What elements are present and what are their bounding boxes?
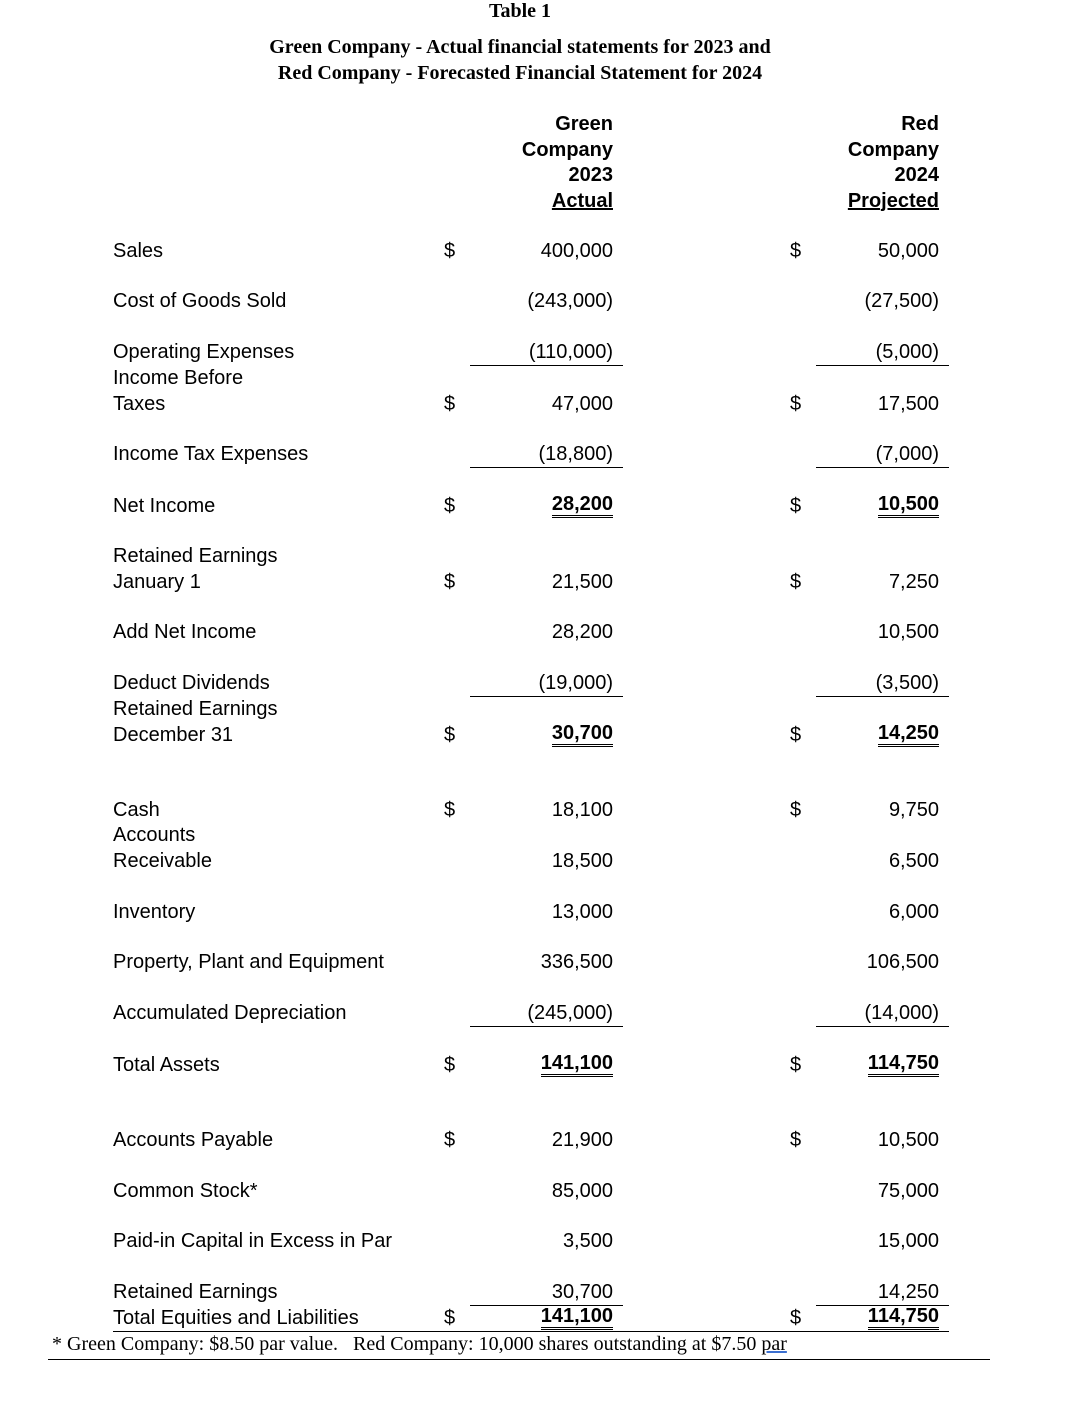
subtotal-rule [470, 1026, 623, 1027]
green-value: 21,500 [551, 571, 613, 593]
row-label: Taxes [113, 393, 166, 415]
subtotal-rule [816, 365, 949, 366]
red-value: 10,500 [877, 1129, 939, 1151]
row-label: Retained Earnings [113, 545, 278, 567]
dollar-sign-red: $ [790, 724, 802, 746]
dollar-sign-green: $ [444, 1129, 456, 1151]
row-label: Accounts [113, 824, 196, 846]
red-value: 6,000 [888, 901, 939, 923]
header-line: Company [847, 138, 939, 161]
red-value: 15,000 [877, 1230, 939, 1252]
red-value: 14,250 [878, 722, 939, 747]
green-value: 141,100 [541, 1305, 613, 1330]
green-value: (245,000) [527, 1002, 613, 1024]
green-value: (110,000) [528, 341, 613, 363]
header-line: Projected [847, 189, 939, 212]
red-value: (7,000) [875, 443, 939, 465]
subtotal-rule [816, 467, 949, 468]
green-value: 47,000 [551, 393, 613, 415]
dollar-sign-red: $ [790, 393, 802, 415]
row-label: Common Stock* [113, 1180, 258, 1202]
green-value: 18,500 [551, 850, 613, 872]
header-line: 2024 [894, 164, 939, 186]
green-value: 13,000 [551, 901, 613, 923]
subtitle-line-1: Green Company - Actual financial statements for 2023 and [269, 36, 771, 58]
green-value: (243,000) [527, 290, 613, 312]
subtotal-rule [470, 467, 623, 468]
row-label: Accumulated Depreciation [113, 1002, 347, 1024]
subtotal-rule [470, 365, 623, 366]
red-value: 14,250 [877, 1281, 939, 1303]
column-header-red [848, 112, 939, 214]
red-value: 106,500 [866, 951, 939, 973]
row-label: Retained Earnings [113, 1281, 278, 1303]
dollar-sign-green: $ [444, 1054, 456, 1076]
footnote-rule [48, 1359, 990, 1360]
table-title: Table 1 [488, 0, 552, 22]
row-label: Cash [113, 799, 160, 821]
dollar-sign-red: $ [790, 1307, 802, 1329]
row-label: Operating Expenses [113, 341, 295, 363]
dollar-sign-green: $ [444, 571, 456, 593]
dollar-sign-green: $ [444, 240, 456, 262]
red-value: (27,500) [864, 290, 939, 312]
red-value: 75,000 [877, 1180, 939, 1202]
table-bottom-rule [113, 1331, 949, 1332]
row-label: Total Assets [113, 1054, 220, 1076]
dollar-sign-green: $ [444, 393, 456, 415]
row-label: Income Before [113, 367, 244, 389]
subtotal-rule [470, 696, 623, 697]
dollar-sign-red: $ [790, 240, 802, 262]
green-value: 21,900 [551, 1129, 613, 1151]
row-label: Net Income [113, 495, 216, 517]
green-value: 30,700 [551, 1281, 613, 1303]
green-value: 336,500 [540, 951, 613, 973]
row-label: Paid-in Capital in Excess in Par [113, 1230, 393, 1252]
green-value: 400,000 [540, 240, 613, 262]
green-value: 30,700 [552, 722, 613, 747]
dollar-sign-green: $ [444, 1307, 456, 1329]
dollar-sign-green: $ [444, 495, 456, 517]
header-line: Red [901, 113, 939, 135]
dollar-sign-red: $ [790, 495, 802, 517]
red-value: 7,250 [888, 571, 939, 593]
row-label: January 1 [113, 571, 201, 593]
row-label: Retained Earnings [113, 698, 278, 720]
column-header-green [522, 112, 613, 214]
row-label: Accounts Payable [113, 1129, 274, 1151]
subtitle-line-2: Red Company - Forecasted Financial Statement for 2024 [277, 62, 763, 84]
green-value: 28,200 [551, 621, 613, 643]
row-label: December 31 [113, 724, 234, 746]
red-value: (14,000) [864, 1002, 939, 1024]
green-value: 3,500 [562, 1230, 613, 1252]
footnote-par: par [761, 1333, 787, 1355]
row-label: Property, Plant and Equipment [113, 951, 384, 973]
row-label: Inventory [113, 901, 196, 923]
red-value: (5,000) [875, 341, 939, 363]
red-value: 114,750 [868, 1305, 939, 1330]
row-label: Cost of Goods Sold [113, 290, 287, 312]
subtotal-rule [816, 1026, 949, 1027]
row-label: Add Net Income [113, 621, 257, 643]
header-line: Company [521, 138, 613, 161]
header-line: 2023 [568, 164, 613, 186]
dollar-sign-red: $ [790, 1129, 802, 1151]
dollar-sign-red: $ [790, 571, 802, 593]
red-value: 50,000 [877, 240, 939, 262]
green-value: 141,100 [541, 1052, 613, 1077]
green-value: (19,000) [538, 672, 613, 694]
dollar-sign-green: $ [444, 724, 456, 746]
subtotal-rule [816, 696, 949, 697]
red-value: 6,500 [888, 850, 939, 872]
red-value: (3,500) [875, 672, 939, 694]
red-value: 9,750 [888, 799, 939, 821]
green-value: 85,000 [551, 1180, 613, 1202]
row-label: Sales [113, 240, 164, 262]
row-label: Receivable [113, 850, 212, 872]
red-value: 10,500 [878, 493, 939, 518]
row-label: Total Equities and Liabilities [113, 1307, 359, 1329]
red-value: 114,750 [868, 1052, 939, 1077]
footnote [52, 1333, 787, 1356]
red-value: 17,500 [877, 393, 939, 415]
row-label: Deduct Dividends [113, 672, 270, 694]
header-line: Green [555, 113, 613, 135]
green-value: 18,100 [551, 799, 613, 821]
green-value: 28,200 [552, 493, 613, 518]
green-value: (18,800) [538, 443, 613, 465]
footnote-text: * Green Company: $8.50 par value. Red Company: 10,000 shares outstanding at $7.50 [52, 1333, 762, 1355]
dollar-sign-green: $ [444, 799, 456, 821]
row-label: Income Tax Expenses [113, 443, 309, 465]
dollar-sign-red: $ [790, 799, 802, 821]
red-value: 10,500 [877, 621, 939, 643]
header-line: Actual [551, 189, 613, 212]
dollar-sign-red: $ [790, 1054, 802, 1076]
